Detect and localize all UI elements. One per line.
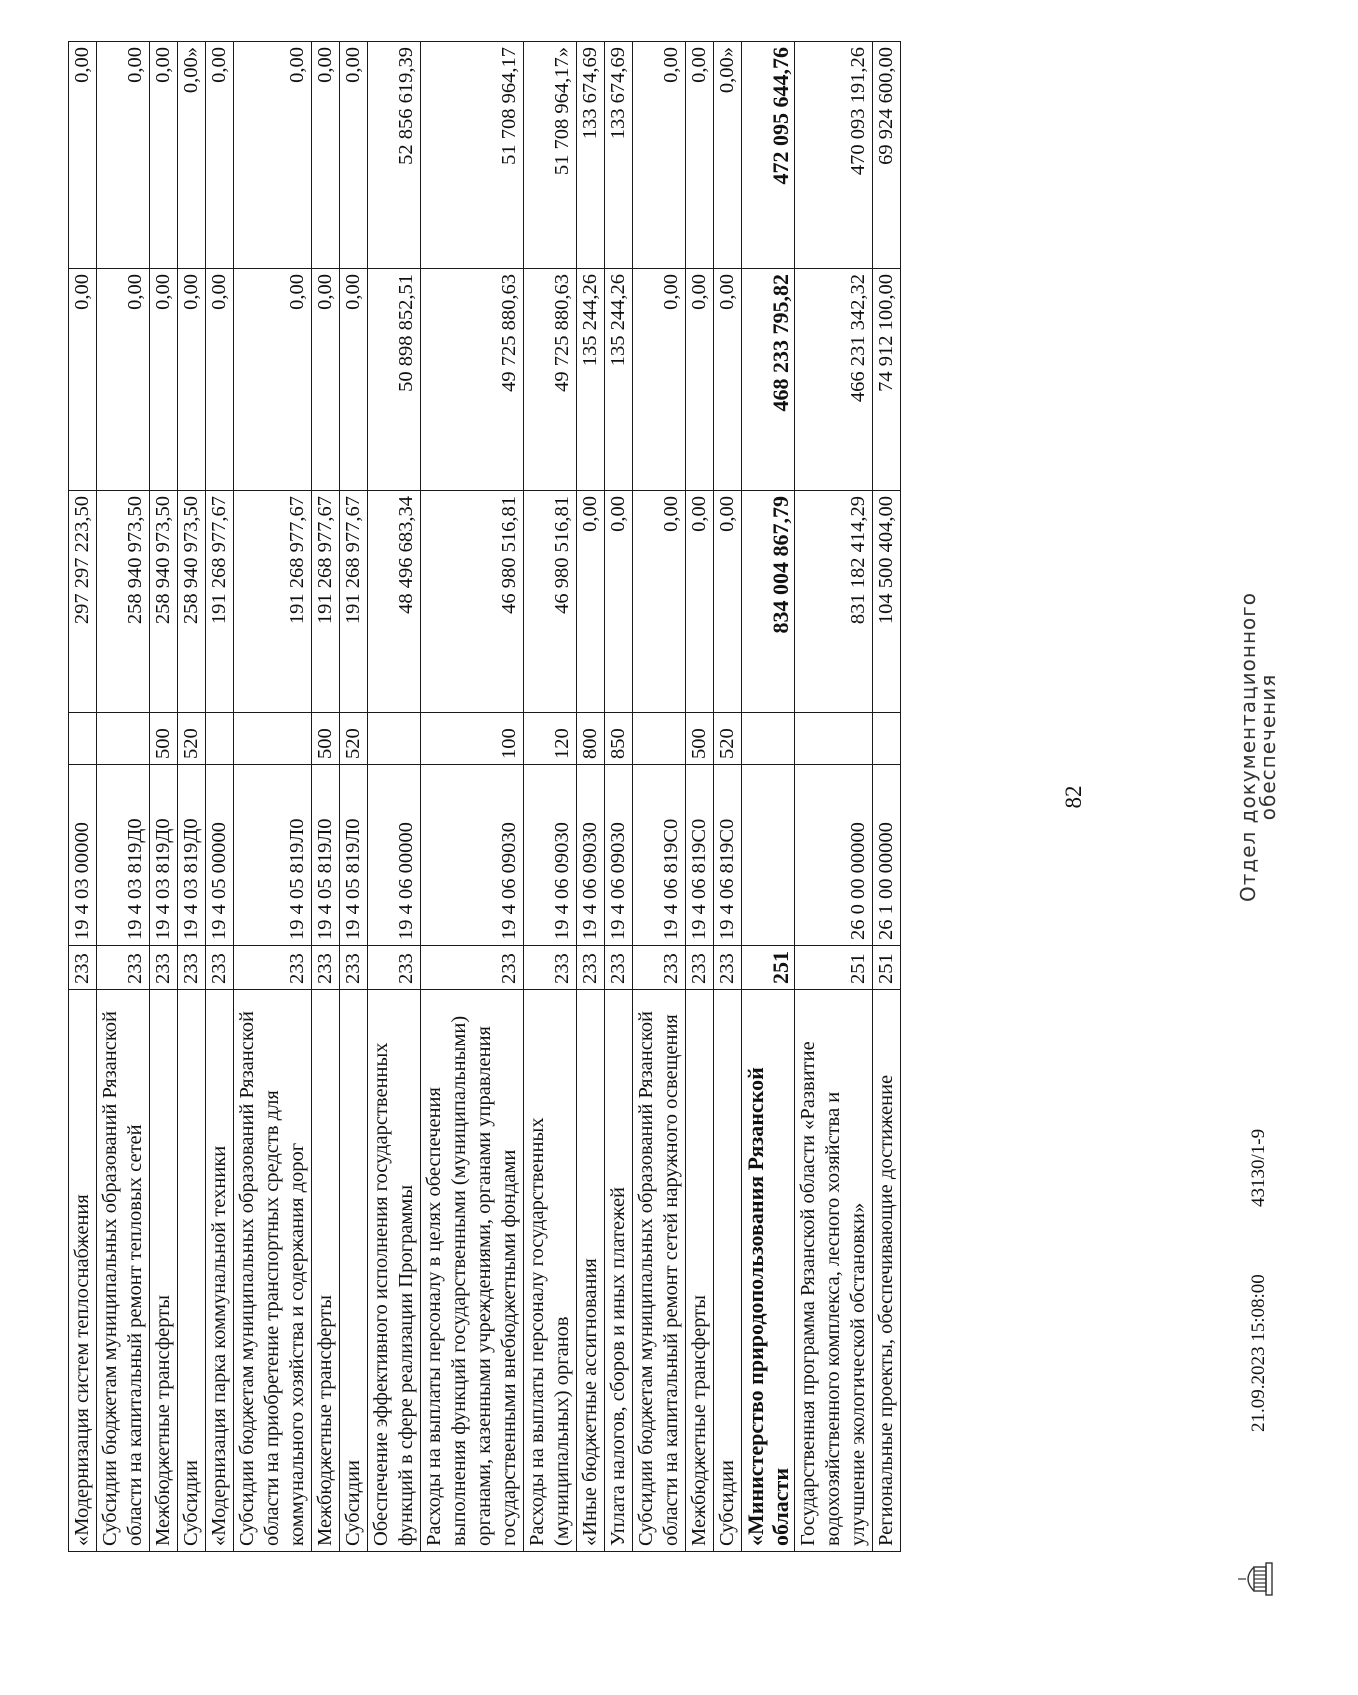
- row-amount-year-2: 135 244,26: [605, 269, 633, 491]
- row-target-article: 19 4 05 819Л0: [340, 765, 368, 946]
- row-name: «Министерство природопользования Рязанской области: [742, 990, 795, 1552]
- row-name: Субсидии бюджетам муниципальных образований Рязанской области на приобретение транспортных средств для коммунального хозяйства и содержания дорог: [234, 990, 312, 1552]
- table-row: [368, 42, 421, 1552]
- row-name: Субсидии: [340, 990, 368, 1552]
- row-target-article: 19 4 06 09030: [605, 765, 633, 946]
- row-amount-year-2: 0,00: [686, 269, 714, 491]
- table-row: [577, 42, 605, 1552]
- row-ministry-code: 251: [873, 946, 901, 990]
- row-name: Субсидии: [714, 990, 742, 1552]
- row-ministry-code: 233: [340, 946, 368, 990]
- row-amount-year-2: 0,00: [150, 269, 178, 491]
- row-expense-type: [69, 713, 97, 765]
- row-expense-type: 520: [178, 713, 206, 765]
- row-amount-year-3: 69 924 600,00: [873, 42, 901, 269]
- row-amount-year-3: 0,00: [686, 42, 714, 269]
- table-row: [714, 42, 742, 1552]
- row-ministry-code: 233: [178, 946, 206, 990]
- row-target-article: 19 4 06 819С0: [714, 765, 742, 946]
- row-amount-year-1: 834 004 867,79: [742, 491, 795, 713]
- row-target-article: 19 4 05 819Л0: [234, 765, 312, 946]
- row-ministry-code: 233: [421, 946, 524, 990]
- row-name: Расходы на выплаты персоналу государственных (муниципальных) органов: [524, 990, 577, 1552]
- row-amount-year-3: 51 708 964,17: [421, 42, 524, 269]
- row-amount-year-3: 0,00»: [714, 42, 742, 269]
- row-expense-type: 500: [312, 713, 340, 765]
- row-target-article: [742, 765, 795, 946]
- row-target-article: 19 4 06 09030: [421, 765, 524, 946]
- row-expense-type: [97, 713, 150, 765]
- table-row: [178, 42, 206, 1552]
- row-expense-type: [234, 713, 312, 765]
- row-target-article: 19 4 03 819Д0: [178, 765, 206, 946]
- row-target-article: 26 0 00 00000: [795, 765, 873, 946]
- document-number: 43130/1-9: [1248, 1128, 1269, 1207]
- row-name: Межбюджетные трансферты: [686, 990, 714, 1552]
- row-amount-year-3: 0,00: [633, 42, 686, 269]
- page-number: 82: [1061, 785, 1086, 809]
- row-ministry-code: 233: [524, 946, 577, 990]
- row-name: Межбюджетные трансферты: [150, 990, 178, 1552]
- row-amount-year-2: 50 898 852,51: [368, 269, 421, 491]
- row-target-article: 19 4 03 00000: [69, 765, 97, 946]
- rotated-page: [68, 42, 1280, 1552]
- row-name: Обеспечение эффективного исполнения государственных функций в сфере реализации Программы: [368, 990, 421, 1552]
- row-amount-year-2: 0,00: [234, 269, 312, 491]
- row-amount-year-1: 191 268 977,67: [312, 491, 340, 713]
- table-row: [605, 42, 633, 1552]
- row-name: «Иные бюджетные ассигнования: [577, 990, 605, 1552]
- row-amount-year-3: 0,00: [206, 42, 234, 269]
- row-amount-year-3: 0,00: [234, 42, 312, 269]
- stamp-line-2: обеспечения: [1256, 673, 1280, 821]
- row-ministry-code: 233: [686, 946, 714, 990]
- row-amount-year-2: 468 233 795,82: [742, 269, 795, 491]
- row-amount-year-3: 0,00: [312, 42, 340, 269]
- table-row: [795, 42, 873, 1552]
- row-amount-year-2: 0,00: [69, 269, 97, 491]
- row-target-article: 19 4 03 819Д0: [97, 765, 150, 946]
- row-name: «Модернизация парка коммунальной техники: [206, 990, 234, 1552]
- row-ministry-code: 251: [742, 946, 795, 990]
- row-expense-type: [795, 713, 873, 765]
- row-amount-year-3: 52 856 619,39: [368, 42, 421, 269]
- row-expense-type: 520: [714, 713, 742, 765]
- row-ministry-code: 233: [368, 946, 421, 990]
- row-ministry-code: 233: [97, 946, 150, 990]
- row-amount-year-2: 0,00: [97, 269, 150, 491]
- row-name: Субсидии: [178, 990, 206, 1552]
- row-ministry-code: 233: [206, 946, 234, 990]
- row-ministry-code: 233: [312, 946, 340, 990]
- row-target-article: 19 4 05 819Л0: [312, 765, 340, 946]
- row-name: Субсидии бюджетам муниципальных образований Рязанской области на капитальный ремонт сетей наружного освещения: [633, 990, 686, 1552]
- row-ministry-code: 233: [234, 946, 312, 990]
- row-amount-year-1: 48 496 683,34: [368, 491, 421, 713]
- row-amount-year-1: 191 268 977,67: [234, 491, 312, 713]
- row-expense-type: [368, 713, 421, 765]
- row-ministry-code: 233: [714, 946, 742, 990]
- print-datetime: 21.09.2023 15:08:00: [1248, 1274, 1269, 1432]
- row-name: Региональные проекты, обеспечивающие достижение: [873, 990, 901, 1552]
- row-amount-year-2: 0,00: [178, 269, 206, 491]
- table-row: [206, 42, 234, 1552]
- table-row: [234, 42, 312, 1552]
- row-target-article: 19 4 05 00000: [206, 765, 234, 946]
- row-name: Уплата налогов, сборов и иных платежей: [605, 990, 633, 1552]
- row-amount-year-1: 0,00: [686, 491, 714, 713]
- row-amount-year-3: 51 708 964,17»: [524, 42, 577, 269]
- stamp-line-1: Отдел документационного: [1236, 591, 1260, 902]
- row-amount-year-1: 191 268 977,67: [206, 491, 234, 713]
- row-expense-type: 100: [421, 713, 524, 765]
- row-target-article: 19 4 06 819С0: [686, 765, 714, 946]
- row-amount-year-2: 0,00: [714, 269, 742, 491]
- row-target-article: 19 4 06 09030: [577, 765, 605, 946]
- row-amount-year-3: 470 093 191,26: [795, 42, 873, 269]
- budget-table: [68, 41, 901, 1552]
- row-name: «Модернизация систем теплоснабжения: [69, 990, 97, 1552]
- table-row: [312, 42, 340, 1552]
- row-amount-year-1: 104 500 404,00: [873, 491, 901, 713]
- row-expense-type: 120: [524, 713, 577, 765]
- row-amount-year-1: 297 297 223,50: [69, 491, 97, 713]
- row-amount-year-1: 258 940 973,50: [97, 491, 150, 713]
- table-row: [97, 42, 150, 1552]
- table-row: [686, 42, 714, 1552]
- table-row: [633, 42, 686, 1552]
- row-amount-year-2: 49 725 880,63: [524, 269, 577, 491]
- row-amount-year-2: 49 725 880,63: [421, 269, 524, 491]
- row-expense-type: 500: [686, 713, 714, 765]
- row-amount-year-1: 258 940 973,50: [178, 491, 206, 713]
- row-expense-type: 850: [605, 713, 633, 765]
- row-amount-year-1: 831 182 414,29: [795, 491, 873, 713]
- row-amount-year-1: 191 268 977,67: [340, 491, 368, 713]
- row-amount-year-3: 0,00: [69, 42, 97, 269]
- table-row: [524, 42, 577, 1552]
- table-row: [421, 42, 524, 1552]
- row-amount-year-1: 46 980 516,81: [524, 491, 577, 713]
- duma-logo-icon: [1236, 1561, 1282, 1597]
- department-stamp: [1238, 592, 1278, 902]
- row-amount-year-1: 0,00: [605, 491, 633, 713]
- row-ministry-code: 233: [577, 946, 605, 990]
- row-name: Государственная программа Рязанской области «Развитие водохозяйственного комплекса, лесного хозяйства и улучшение экологической обстановки»: [795, 990, 873, 1552]
- table-row: [69, 42, 97, 1552]
- row-ministry-code: 233: [69, 946, 97, 990]
- row-amount-year-2: 0,00: [312, 269, 340, 491]
- row-amount-year-1: 0,00: [577, 491, 605, 713]
- table-row: [873, 42, 901, 1552]
- row-ministry-code: 233: [150, 946, 178, 990]
- row-expense-type: [873, 713, 901, 765]
- row-amount-year-1: 0,00: [633, 491, 686, 713]
- row-amount-year-1: 0,00: [714, 491, 742, 713]
- row-target-article: 19 4 03 819Д0: [150, 765, 178, 946]
- row-ministry-code: 251: [795, 946, 873, 990]
- row-expense-type: 500: [150, 713, 178, 765]
- row-amount-year-2: 0,00: [206, 269, 234, 491]
- row-name: Расходы на выплаты персоналу в целях обеспечения выполнения функций государственными (муниципальными) органами, казенными учреждениями, органами управления государственными внебюджетными фондами: [421, 990, 524, 1552]
- row-ministry-code: 233: [605, 946, 633, 990]
- row-expense-type: 520: [340, 713, 368, 765]
- row-amount-year-2: 135 244,26: [577, 269, 605, 491]
- row-amount-year-1: 258 940 973,50: [150, 491, 178, 713]
- row-target-article: 19 4 06 819С0: [633, 765, 686, 946]
- row-ministry-code: 233: [633, 946, 686, 990]
- row-amount-year-2: 0,00: [340, 269, 368, 491]
- row-amount-year-2: 0,00: [633, 269, 686, 491]
- row-amount-year-3: 0,00: [97, 42, 150, 269]
- row-name: Межбюджетные трансферты: [312, 990, 340, 1552]
- row-target-article: 19 4 06 09030: [524, 765, 577, 946]
- row-amount-year-2: 466 231 342,32: [795, 269, 873, 491]
- row-amount-year-2: 74 912 100,00: [873, 269, 901, 491]
- row-target-article: 26 1 00 00000: [873, 765, 901, 946]
- row-amount-year-3: 133 674,69: [577, 42, 605, 269]
- table-row: [742, 42, 795, 1552]
- row-expense-type: 800: [577, 713, 605, 765]
- page-footer: [1238, 42, 1358, 1552]
- row-amount-year-3: 0,00: [340, 42, 368, 269]
- row-name: Субсидии бюджетам муниципальных образований Рязанской области на капитальный ремонт тепловых сетей: [97, 990, 150, 1552]
- row-expense-type: [742, 713, 795, 765]
- table-row: [150, 42, 178, 1552]
- row-amount-year-3: 0,00»: [178, 42, 206, 269]
- row-amount-year-3: 0,00: [150, 42, 178, 269]
- row-target-article: 19 4 06 00000: [368, 765, 421, 946]
- row-expense-type: [206, 713, 234, 765]
- row-amount-year-1: 46 980 516,81: [421, 491, 524, 713]
- row-amount-year-3: 472 095 644,76: [742, 42, 795, 269]
- table-row: [340, 42, 368, 1552]
- row-expense-type: [633, 713, 686, 765]
- row-amount-year-3: 133 674,69: [605, 42, 633, 269]
